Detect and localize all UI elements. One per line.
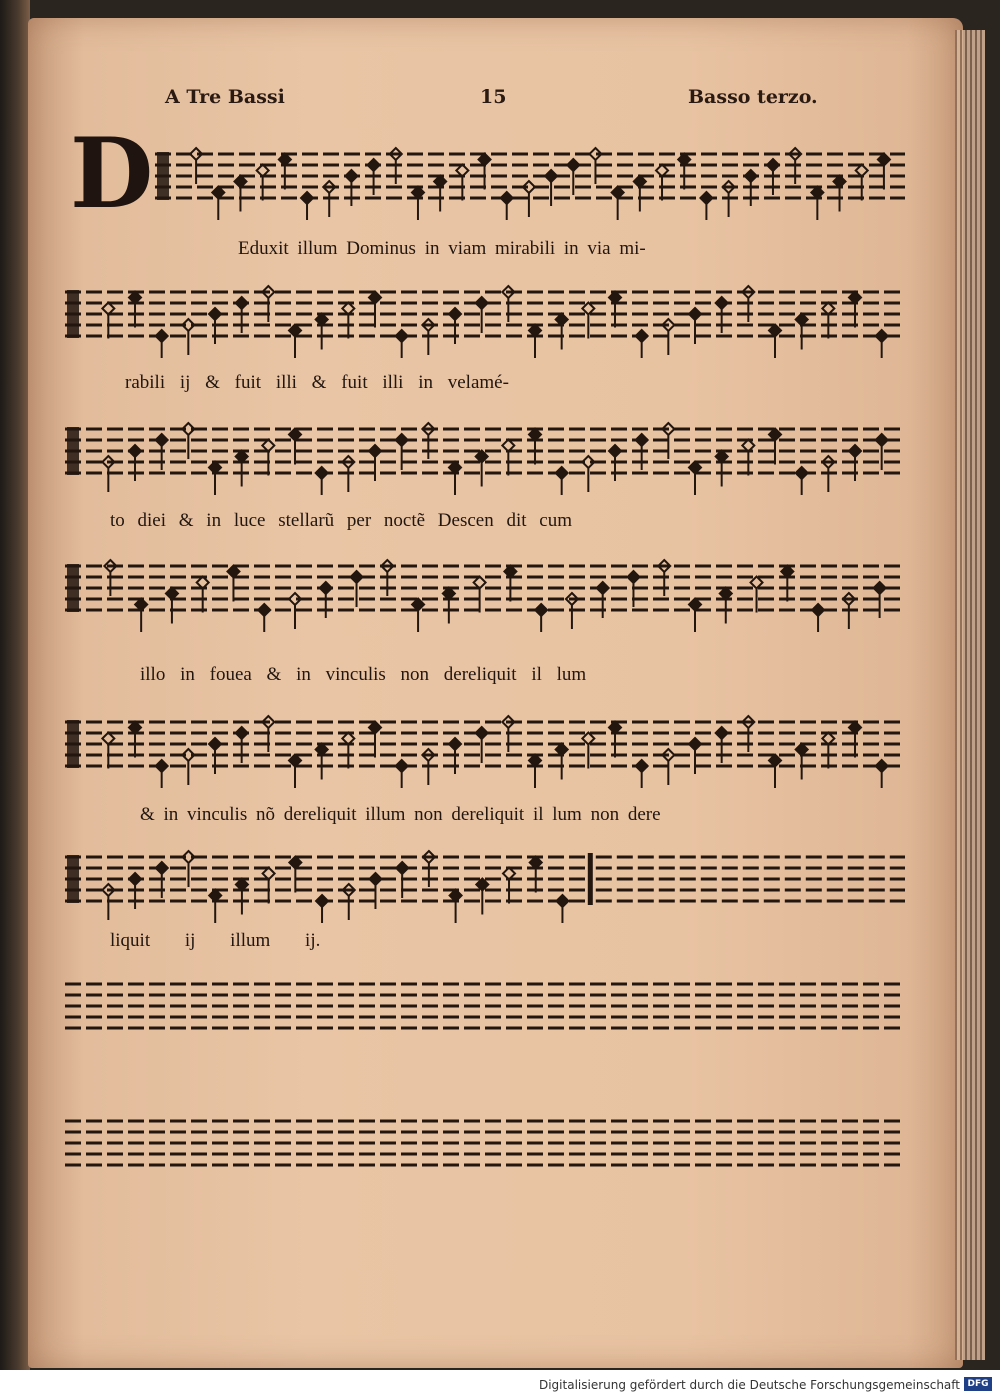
note-head — [476, 297, 488, 309]
note-head — [597, 582, 609, 594]
note-head — [320, 582, 332, 594]
lyric-line: & in vinculis nõ dereliquit illum non dereliquit il lum non dere — [140, 804, 661, 825]
note-head — [316, 895, 328, 907]
lyric-line: liquit ij illum ij. — [110, 930, 321, 951]
clef-icon — [67, 855, 79, 903]
lyric-line: Eduxit illum Dominus in viam mirabili in via mi- — [238, 238, 646, 259]
footer-credit: Digitalisierung gefördert durch die Deutsche Forschungsgemeinschaft — [538, 1378, 960, 1392]
note-head — [716, 297, 728, 309]
running-head-left: A Tre Bassi — [165, 86, 285, 108]
running-head-right: Basso terzo. — [688, 86, 818, 108]
note-head — [369, 445, 381, 457]
clef-icon — [67, 564, 79, 612]
clef-icon — [67, 427, 79, 475]
note-head — [636, 330, 648, 342]
note-head — [535, 604, 547, 616]
music-staff — [65, 415, 905, 495]
note-head — [209, 738, 221, 750]
clef-icon — [157, 152, 169, 200]
note-head — [396, 862, 408, 874]
note-head — [156, 862, 168, 874]
note-head — [396, 760, 408, 772]
clef-icon — [67, 290, 79, 338]
note-head — [812, 604, 824, 616]
note-head — [556, 467, 568, 479]
note-head — [796, 467, 808, 479]
note-head — [849, 445, 861, 457]
note-head — [369, 873, 381, 885]
decorated-initial: D — [70, 117, 154, 230]
page-number: 15 — [480, 86, 507, 108]
page-edges — [955, 30, 985, 1360]
note-head — [156, 434, 168, 446]
empty-music-staff — [65, 970, 905, 1050]
music-staff — [65, 278, 905, 358]
note-head — [156, 330, 168, 342]
music-staff — [65, 552, 905, 632]
note-head — [745, 170, 757, 182]
note-head — [449, 738, 461, 750]
note-head — [876, 760, 888, 772]
note-head — [876, 434, 888, 446]
note-head — [449, 308, 461, 320]
note-head — [476, 727, 488, 739]
note-head — [316, 467, 328, 479]
note-head — [396, 434, 408, 446]
lyric-line: illo in fouea & in vinculis non dereliquit il lum — [140, 664, 587, 685]
note-head — [700, 192, 712, 204]
music-staff — [65, 708, 905, 788]
note-head — [236, 727, 248, 739]
note-head — [545, 170, 557, 182]
note-head — [609, 445, 621, 457]
empty-music-staff — [65, 1107, 905, 1187]
final-barline — [588, 853, 593, 905]
lyric-line: to diei & in luce stellarũ per noctẽ Descen dit cum — [110, 510, 572, 531]
note-head — [876, 330, 888, 342]
note-head — [716, 727, 728, 739]
note-head — [129, 873, 141, 885]
note-head — [236, 297, 248, 309]
note-head — [396, 330, 408, 342]
note-head — [209, 308, 221, 320]
music-staff — [155, 140, 905, 220]
note-head — [689, 738, 701, 750]
music-staff — [65, 843, 905, 923]
digitization-footer — [0, 1370, 1000, 1398]
note-head — [501, 192, 513, 204]
note-head — [567, 159, 579, 171]
note-head — [351, 571, 363, 583]
book-binding — [0, 0, 30, 1370]
note-head — [636, 434, 648, 446]
note-head — [556, 895, 568, 907]
dfg-logo-icon: DFG — [964, 1377, 992, 1391]
note-head — [301, 192, 313, 204]
note-head — [767, 159, 779, 171]
note-head — [689, 308, 701, 320]
note-head — [627, 571, 639, 583]
note-head — [636, 760, 648, 772]
clef-icon — [67, 720, 79, 768]
note-head — [874, 582, 886, 594]
note-head — [258, 604, 270, 616]
lyric-line: rabili ij & fuit illi & fuit illi in velamé- — [125, 372, 509, 393]
note-head — [156, 760, 168, 772]
note-head — [345, 170, 357, 182]
note-head — [368, 159, 380, 171]
note-head — [129, 445, 141, 457]
